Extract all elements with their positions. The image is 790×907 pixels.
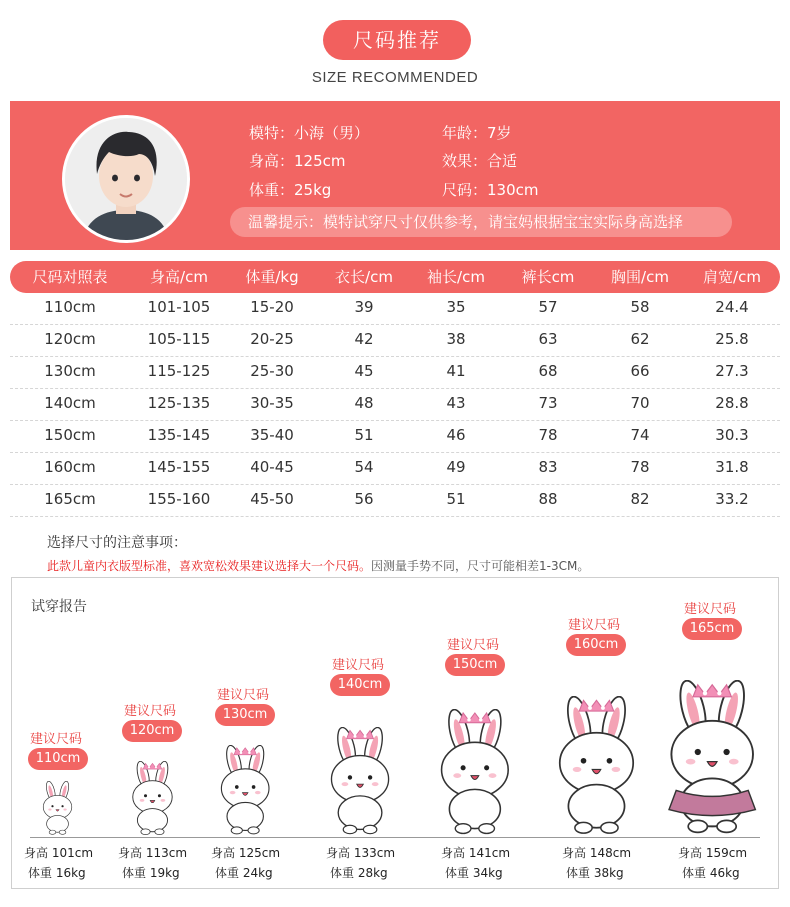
fit-height: 身高 125cm — [211, 846, 281, 860]
table-cell: 74 — [630, 426, 650, 444]
recommend-label: 建议尺码 — [568, 618, 621, 633]
table-cell: 39 — [354, 298, 374, 316]
fit-weight: 体重 38kg — [566, 866, 624, 880]
report-title: 试穿报告 — [31, 599, 87, 615]
fit-height: 身高 148cm — [562, 846, 632, 860]
table-cell: 38 — [446, 330, 466, 348]
table-cell: 30.3 — [715, 426, 749, 444]
model-avatar — [62, 115, 190, 243]
model-info-band — [10, 101, 780, 250]
bunny-figure-icon — [34, 781, 81, 840]
bunny-figure-icon — [313, 727, 407, 840]
fit-weight: 体重 28kg — [330, 866, 388, 880]
table-cell: 35 — [446, 298, 466, 316]
recommend-size-pill: 150cm — [445, 654, 505, 676]
table-cell: 120cm — [44, 330, 96, 348]
table-cell: 42 — [354, 330, 374, 348]
table-cell: 30-35 — [250, 394, 294, 412]
table-cell: 155-160 — [147, 490, 211, 508]
size-table-header — [10, 261, 780, 293]
section-subtitle: SIZE RECOMMENDED — [311, 69, 479, 86]
table-cell: 33.2 — [715, 490, 749, 508]
recommend-size-pill: 140cm — [330, 674, 390, 696]
table-cell: 78 — [538, 426, 558, 444]
table-cell: 51 — [354, 426, 374, 444]
col-header-shoulder: 肩宽/cm — [703, 268, 761, 286]
table-cell: 78 — [630, 458, 650, 476]
table-cell: 25.8 — [715, 330, 749, 348]
table-cell: 45 — [354, 362, 374, 380]
recommend-size-pill: 130cm — [215, 704, 275, 726]
model-height: 身高：125cm — [249, 152, 346, 170]
table-cell: 48 — [354, 394, 374, 412]
fit-height: 身高 101cm — [24, 846, 94, 860]
recommend-size-pill: 165cm — [682, 618, 742, 640]
bunny-figure-icon — [420, 709, 530, 840]
table-cell: 45-50 — [250, 490, 294, 508]
recommend-label: 建议尺码 — [217, 688, 270, 703]
notice-text — [47, 557, 589, 574]
table-cell: 24.4 — [715, 298, 749, 316]
table-cell: 46 — [446, 426, 466, 444]
recommend-label: 建议尺码 — [447, 638, 500, 653]
model-size: 尺码：130cm — [442, 181, 539, 199]
recommend-label: 建议尺码 — [684, 602, 737, 617]
table-cell: 88 — [538, 490, 558, 508]
table-cell: 43 — [446, 394, 466, 412]
col-header-size: 尺码对照表 — [32, 268, 108, 286]
col-header-length: 衣长/cm — [335, 268, 393, 286]
model-name: 模特：小海（男） — [249, 124, 370, 142]
model-age: 年龄：7岁 — [442, 124, 512, 142]
table-cell: 35-40 — [250, 426, 294, 444]
col-header-chest: 胸围/cm — [611, 268, 669, 286]
fitting-report — [11, 577, 779, 889]
fit-weight: 体重 34kg — [445, 866, 503, 880]
bunny-figure-icon — [536, 696, 657, 840]
table-cell: 105-115 — [147, 330, 211, 348]
table-cell: 115-125 — [147, 362, 211, 380]
fit-height: 身高 141cm — [441, 846, 511, 860]
table-cell: 68 — [538, 362, 558, 380]
table-cell: 165cm — [44, 490, 96, 508]
table-cell: 41 — [446, 362, 466, 380]
table-cell: 40-45 — [250, 458, 294, 476]
fit-weight: 体重 16kg — [28, 866, 86, 880]
notice-grey-text: 因测量手势不同，尺寸可能相差1-3CM。 — [371, 559, 590, 573]
recommend-size-pill: 110cm — [28, 748, 88, 770]
recommend-size-pill: 160cm — [566, 634, 626, 656]
col-header-sleeve: 袖长/cm — [427, 268, 485, 286]
col-header-weight: 体重/kg — [245, 268, 299, 286]
table-cell: 101-105 — [147, 298, 211, 316]
table-cell: 54 — [354, 458, 374, 476]
fit-weight: 体重 46kg — [682, 866, 740, 880]
bunny-figure-icon — [206, 745, 284, 840]
table-cell: 58 — [630, 298, 650, 316]
table-cell: 160cm — [44, 458, 96, 476]
fit-tip: 温馨提示：模特试穿尺寸仅供参考，请宝妈根据宝宝实际身高选择 — [230, 207, 732, 237]
bunny-figure-icon — [645, 680, 779, 840]
recommend-label: 建议尺码 — [332, 658, 385, 673]
table-cell: 66 — [630, 362, 650, 380]
table-cell: 62 — [630, 330, 650, 348]
table-cell: 135-145 — [147, 426, 211, 444]
table-cell: 140cm — [44, 394, 96, 412]
table-cell: 125-135 — [147, 394, 211, 412]
table-cell: 56 — [354, 490, 374, 508]
model-weight: 体重：25kg — [249, 181, 332, 199]
fit-height: 身高 159cm — [678, 846, 748, 860]
section-title: 尺码推荐 — [323, 20, 471, 60]
table-cell: 145-155 — [147, 458, 211, 476]
recommend-label: 建议尺码 — [30, 732, 83, 747]
notice-title: 选择尺寸的注意事项： — [47, 535, 187, 551]
recommend-label: 建议尺码 — [124, 704, 177, 719]
table-cell: 51 — [446, 490, 466, 508]
table-cell: 49 — [446, 458, 466, 476]
table-cell: 31.8 — [715, 458, 749, 476]
table-cell: 25-30 — [250, 362, 294, 380]
fit-weight: 体重 19kg — [122, 866, 180, 880]
table-cell: 83 — [538, 458, 558, 476]
table-cell: 130cm — [44, 362, 96, 380]
table-cell: 20-25 — [250, 330, 294, 348]
table-cell: 73 — [538, 394, 558, 412]
bunny-figure-icon — [120, 761, 185, 840]
table-cell: 150cm — [44, 426, 96, 444]
col-header-pants: 裤长cm — [521, 268, 575, 286]
fit-height: 身高 113cm — [118, 846, 188, 860]
recommend-size-pill: 120cm — [122, 720, 182, 742]
table-cell: 110cm — [44, 298, 96, 316]
boy-portrait-icon — [65, 118, 187, 240]
table-cell: 28.8 — [715, 394, 749, 412]
col-header-height: 身高/cm — [150, 268, 208, 286]
notice-red-text: 此款儿童内衣版型标准，喜欢宽松效果建议选择大一个尺码。 — [47, 559, 372, 573]
table-cell: 27.3 — [715, 362, 749, 380]
table-cell: 57 — [538, 298, 558, 316]
table-cell: 70 — [630, 394, 650, 412]
table-cell: 82 — [630, 490, 650, 508]
table-row-divider — [10, 516, 780, 517]
model-effect: 效果：合适 — [442, 152, 518, 170]
table-cell: 63 — [538, 330, 558, 348]
fit-weight: 体重 24kg — [215, 866, 273, 880]
fit-height: 身高 133cm — [326, 846, 396, 860]
table-cell: 15-20 — [250, 298, 294, 316]
